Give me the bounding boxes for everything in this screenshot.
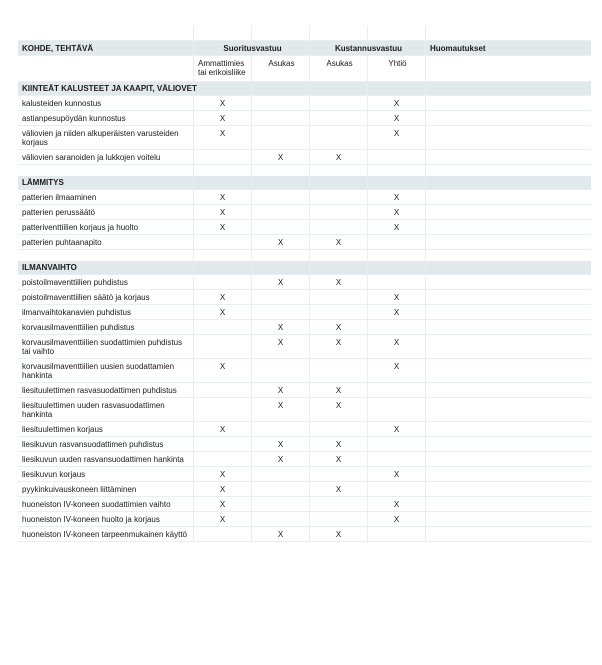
task-cell: patterien perussäätö: [18, 205, 194, 220]
subheader-asukas-kustannus: Asukas: [310, 56, 368, 82]
mark-ammattimies: X: [194, 126, 252, 150]
mark-yhtio: X: [368, 467, 426, 482]
mark-yhtio: [368, 452, 426, 467]
notes-cell: [426, 437, 591, 452]
mark-asukas-kustannus: X: [310, 383, 368, 398]
mark-ammattimies: X: [194, 190, 252, 205]
mark-ammattimies: [194, 383, 252, 398]
task-cell: korvausilmaventtiilien suodattimien puhdistus tai vaihto: [18, 335, 194, 359]
table-header-row: [18, 41, 591, 56]
task-cell: ilmanvaihtokanavien puhdistus: [18, 305, 194, 320]
table-row: [18, 275, 591, 290]
task-cell: liesikuvun rasvansuodattimen puhdistus: [18, 437, 194, 452]
mark-asukas-suoritus: [252, 359, 310, 383]
mark-yhtio: X: [368, 290, 426, 305]
table-row: [18, 482, 591, 497]
header-suoritusvastuu: Suoritusvastuu: [194, 41, 310, 56]
mark-ammattimies: X: [194, 290, 252, 305]
mark-ammattimies: [194, 235, 252, 250]
mark-ammattimies: [194, 150, 252, 165]
mark-ammattimies: X: [194, 205, 252, 220]
mark-yhtio: [368, 150, 426, 165]
mark-yhtio: [368, 437, 426, 452]
table-row: [18, 220, 591, 235]
task-cell: liesikuvun uuden rasvansuodattimen hankinta: [18, 452, 194, 467]
mark-yhtio: [368, 383, 426, 398]
notes-cell: [426, 359, 591, 383]
mark-asukas-kustannus: X: [310, 320, 368, 335]
notes-cell: [426, 383, 591, 398]
mark-yhtio: X: [368, 96, 426, 111]
mark-asukas-suoritus: X: [252, 383, 310, 398]
notes-cell: [426, 205, 591, 220]
mark-yhtio: [368, 235, 426, 250]
notes-cell: [426, 422, 591, 437]
responsibility-document: [18, 26, 591, 542]
mark-yhtio: X: [368, 111, 426, 126]
mark-asukas-kustannus: [310, 190, 368, 205]
task-cell: liesikuvun korjaus: [18, 467, 194, 482]
mark-ammattimies: X: [194, 111, 252, 126]
mark-ammattimies: X: [194, 220, 252, 235]
mark-asukas-suoritus: [252, 220, 310, 235]
notes-cell: [426, 482, 591, 497]
mark-asukas-suoritus: [252, 482, 310, 497]
mark-asukas-suoritus: [252, 467, 310, 482]
mark-ammattimies: X: [194, 497, 252, 512]
task-cell: kalusteiden kunnostus: [18, 96, 194, 111]
table-row: [18, 290, 591, 305]
notes-cell: [426, 290, 591, 305]
table-row: [18, 398, 591, 422]
notes-cell: [426, 452, 591, 467]
table-row: [18, 305, 591, 320]
section-header-row: [18, 261, 591, 275]
mark-asukas-suoritus: [252, 497, 310, 512]
notes-cell: [426, 150, 591, 165]
mark-asukas-kustannus: [310, 359, 368, 383]
table-row: [18, 190, 591, 205]
mark-ammattimies: [194, 527, 252, 542]
mark-ammattimies: X: [194, 512, 252, 527]
notes-cell: [426, 235, 591, 250]
section-title: LÄMMITYS: [18, 176, 194, 190]
mark-asukas-kustannus: X: [310, 527, 368, 542]
task-cell: pyykinkuivauskoneen liittäminen: [18, 482, 194, 497]
notes-cell: [426, 96, 591, 111]
mark-yhtio: [368, 398, 426, 422]
table-row: [18, 111, 591, 126]
mark-yhtio: X: [368, 335, 426, 359]
section-title: KIINTEÄT KALUSTEET JA KAAPIT, VÄLIOVET: [18, 82, 194, 96]
mark-yhtio: X: [368, 422, 426, 437]
mark-asukas-suoritus: X: [252, 150, 310, 165]
mark-yhtio: [368, 527, 426, 542]
notes-cell: [426, 527, 591, 542]
mark-yhtio: X: [368, 126, 426, 150]
task-cell: patterien puhtaanapito: [18, 235, 194, 250]
mark-asukas-kustannus: [310, 111, 368, 126]
notes-cell: [426, 512, 591, 527]
mark-asukas-kustannus: [310, 497, 368, 512]
task-cell: korvausilmaventtiilien puhdistus: [18, 320, 194, 335]
mark-yhtio: [368, 320, 426, 335]
section-header-row: [18, 176, 591, 190]
mark-ammattimies: [194, 398, 252, 422]
table-row: [18, 512, 591, 527]
table-row: [18, 527, 591, 542]
task-cell: korvausilmaventtiilien uusien suodattamien hankinta: [18, 359, 194, 383]
mark-asukas-kustannus: [310, 467, 368, 482]
mark-yhtio: X: [368, 220, 426, 235]
mark-ammattimies: [194, 452, 252, 467]
task-cell: väliovien saranoiden ja lukkojen voitelu: [18, 150, 194, 165]
mark-asukas-kustannus: X: [310, 335, 368, 359]
header-task: KOHDE, TEHTÄVÄ: [18, 41, 194, 56]
mark-asukas-kustannus: X: [310, 437, 368, 452]
mark-asukas-suoritus: X: [252, 235, 310, 250]
header-notes: Huomautukset: [426, 41, 591, 56]
mark-asukas-suoritus: [252, 96, 310, 111]
notes-cell: [426, 320, 591, 335]
section-title: ILMANVAIHTO: [18, 261, 194, 275]
table-row: [18, 383, 591, 398]
mark-yhtio: [368, 482, 426, 497]
mark-ammattimies: X: [194, 482, 252, 497]
mark-asukas-kustannus: X: [310, 235, 368, 250]
mark-asukas-kustannus: [310, 290, 368, 305]
mark-asukas-kustannus: [310, 422, 368, 437]
notes-cell: [426, 126, 591, 150]
mark-yhtio: X: [368, 205, 426, 220]
mark-ammattimies: X: [194, 305, 252, 320]
mark-asukas-kustannus: X: [310, 398, 368, 422]
mark-asukas-kustannus: [310, 205, 368, 220]
table-row: [18, 150, 591, 165]
mark-ammattimies: X: [194, 359, 252, 383]
notes-cell: [426, 497, 591, 512]
task-cell: liesituulettimen korjaus: [18, 422, 194, 437]
mark-ammattimies: X: [194, 467, 252, 482]
mark-asukas-suoritus: [252, 111, 310, 126]
mark-asukas-suoritus: [252, 126, 310, 150]
mark-asukas-suoritus: [252, 305, 310, 320]
mark-ammattimies: X: [194, 422, 252, 437]
table-row: [18, 422, 591, 437]
mark-asukas-suoritus: [252, 422, 310, 437]
section-spacer: [18, 165, 591, 176]
table-row: [18, 497, 591, 512]
table-row: [18, 235, 591, 250]
mark-asukas-suoritus: [252, 290, 310, 305]
notes-cell: [426, 305, 591, 320]
mark-asukas-kustannus: X: [310, 482, 368, 497]
mark-asukas-kustannus: X: [310, 452, 368, 467]
mark-asukas-suoritus: [252, 190, 310, 205]
notes-cell: [426, 111, 591, 126]
table-row: [18, 320, 591, 335]
notes-cell: [426, 190, 591, 205]
mark-yhtio: [368, 275, 426, 290]
task-cell: poistoilmaventtiilien puhdistus: [18, 275, 194, 290]
table-row: [18, 205, 591, 220]
table-row: [18, 96, 591, 111]
mark-asukas-suoritus: X: [252, 452, 310, 467]
table-row: [18, 359, 591, 383]
task-cell: astianpesupöydän kunnostus: [18, 111, 194, 126]
mark-asukas-kustannus: [310, 126, 368, 150]
table-row: [18, 126, 591, 150]
notes-cell: [426, 335, 591, 359]
mark-asukas-suoritus: X: [252, 437, 310, 452]
task-cell: väliovien ja niiden alkuperäisten varusteiden korjaus: [18, 126, 194, 150]
task-cell: huoneiston IV-koneen suodattimien vaihto: [18, 497, 194, 512]
notes-cell: [426, 275, 591, 290]
table-row: [18, 452, 591, 467]
table-row: [18, 437, 591, 452]
notes-cell: [426, 467, 591, 482]
header-kustannusvastuu: Kustannusvastuu: [310, 41, 426, 56]
task-cell: poistoilmaventtiilien säätö ja korjaus: [18, 290, 194, 305]
task-cell: huoneiston IV-koneen huolto ja korjaus: [18, 512, 194, 527]
subheader-asukas-suoritus: Asukas: [252, 56, 310, 82]
mark-asukas-kustannus: [310, 305, 368, 320]
mark-ammattimies: [194, 320, 252, 335]
mark-yhtio: X: [368, 497, 426, 512]
section-spacer: [18, 250, 591, 261]
mark-ammattimies: [194, 275, 252, 290]
task-cell: patteriventtiilien korjaus ja huolto: [18, 220, 194, 235]
table-top-spacer: [18, 26, 591, 41]
task-cell: liesituulettimen uuden rasvasuodattimen hankinta: [18, 398, 194, 422]
subheader-yhtio: Yhtiö: [368, 56, 426, 82]
mark-asukas-suoritus: X: [252, 398, 310, 422]
mark-asukas-kustannus: X: [310, 275, 368, 290]
table-row: [18, 467, 591, 482]
notes-cell: [426, 220, 591, 235]
task-cell: liesituulettimen rasvasuodattimen puhdistus: [18, 383, 194, 398]
mark-ammattimies: X: [194, 96, 252, 111]
notes-cell: [426, 398, 591, 422]
mark-yhtio: X: [368, 512, 426, 527]
mark-asukas-suoritus: [252, 205, 310, 220]
mark-asukas-kustannus: X: [310, 150, 368, 165]
mark-asukas-suoritus: X: [252, 335, 310, 359]
task-cell: patterien ilmaaminen: [18, 190, 194, 205]
mark-asukas-suoritus: X: [252, 275, 310, 290]
mark-asukas-suoritus: X: [252, 320, 310, 335]
mark-yhtio: X: [368, 305, 426, 320]
table-subheader-row: [18, 56, 591, 82]
subheader-ammattimies: Ammattimies tai erikoisliike: [194, 56, 252, 82]
mark-ammattimies: [194, 335, 252, 359]
mark-asukas-suoritus: X: [252, 527, 310, 542]
table-body: [18, 82, 591, 542]
mark-asukas-kustannus: [310, 96, 368, 111]
responsibility-table: [18, 26, 591, 542]
table-row: [18, 335, 591, 359]
mark-asukas-suoritus: [252, 512, 310, 527]
mark-asukas-kustannus: [310, 220, 368, 235]
task-cell: huoneiston IV-koneen tarpeenmukainen käyttö: [18, 527, 194, 542]
mark-yhtio: X: [368, 359, 426, 383]
mark-asukas-kustannus: [310, 512, 368, 527]
section-header-row: [18, 82, 591, 96]
mark-yhtio: X: [368, 190, 426, 205]
mark-ammattimies: [194, 437, 252, 452]
